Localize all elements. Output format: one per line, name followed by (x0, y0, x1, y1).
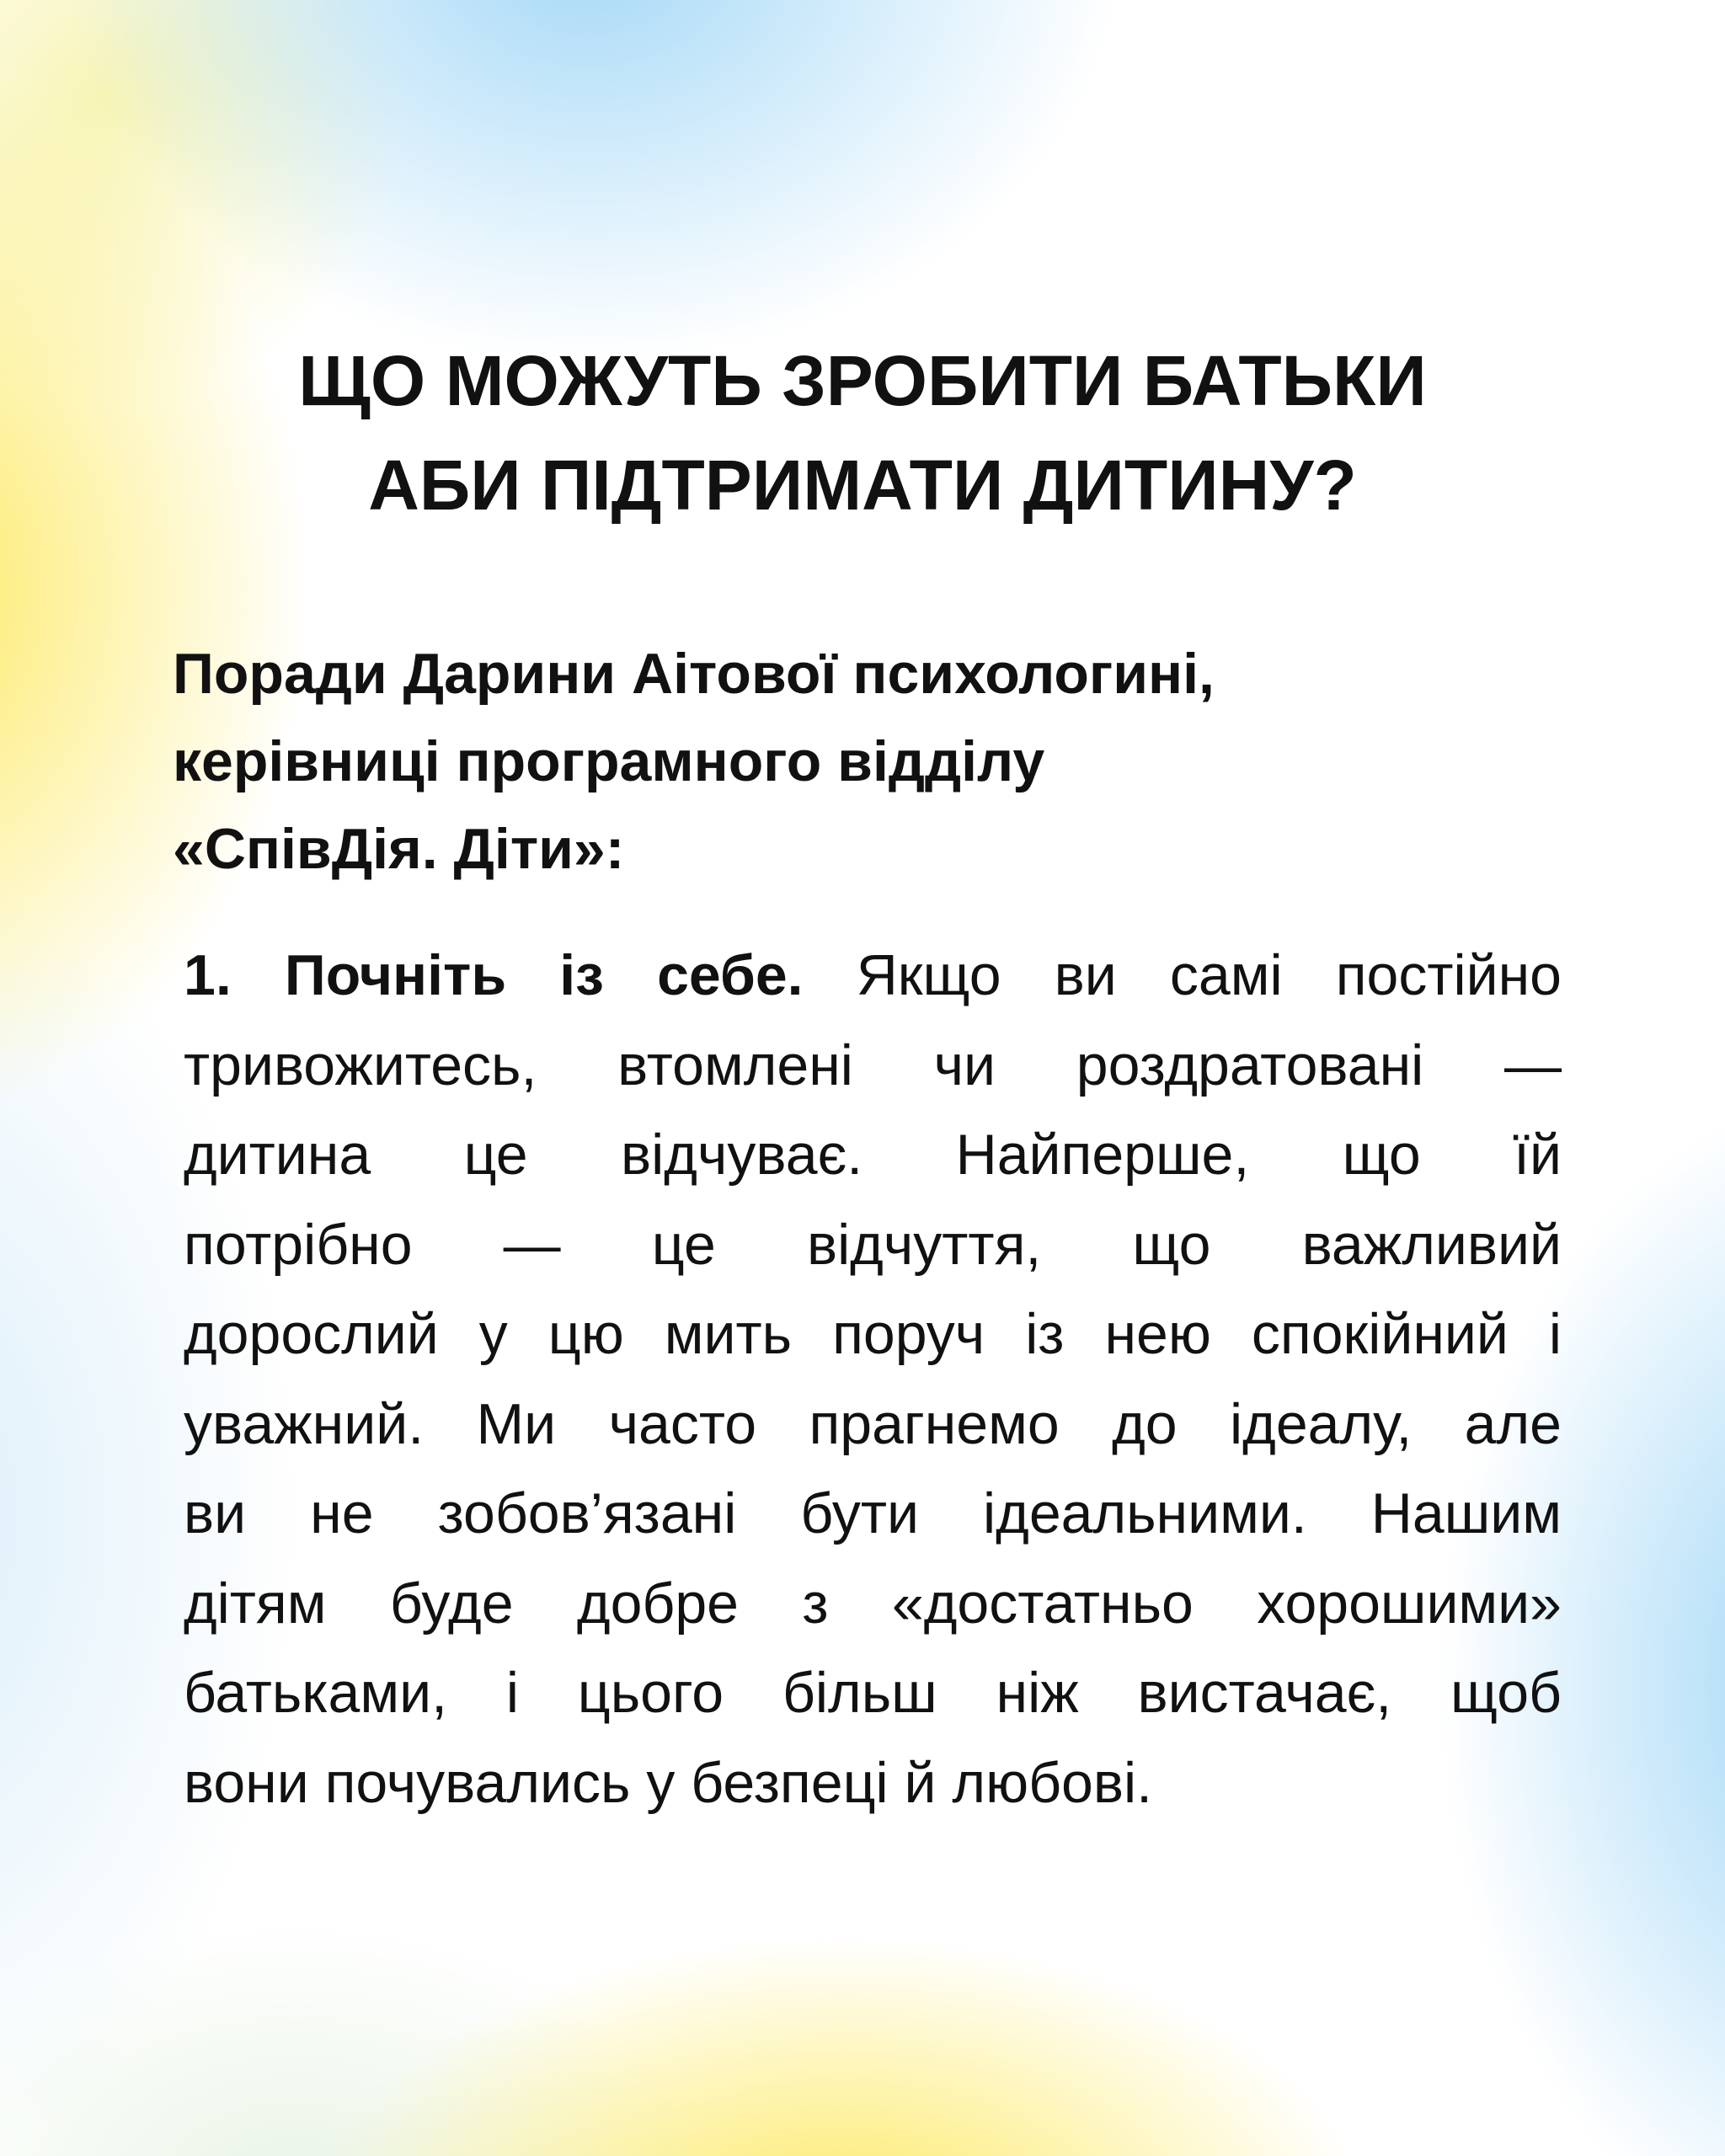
tip-1-number: 1. (184, 943, 232, 1007)
tip-1-line: вони почувались у безпеці й любові. (184, 1750, 1152, 1815)
author-intro-line-3: «СпівДія. Діти»: (173, 817, 625, 881)
tip-1-line: уважний. Ми часто прагнемо до ідеалу, але (184, 1391, 1562, 1456)
tip-1-line: ви не зобов’язані бути ідеальними. Нашим (184, 1481, 1562, 1545)
tip-1-line-text: Якщо ви самі постійно (856, 943, 1562, 1007)
title-line-1: ЩО МОЖУТЬ ЗРОБИТИ БАТЬКИ (298, 341, 1427, 420)
tip-1-line: дорослий у цю мить поруч із нею спокійний і (184, 1302, 1562, 1366)
author-intro-line-1: Поради Дарини Аітової психологині, (173, 642, 1215, 706)
tip-1-line: батьками, і цього більш ніж вистачає, щоб (184, 1661, 1562, 1725)
page-title (0, 328, 1725, 537)
tip-1-line: дитина це відчуває. Найперше, що їй (184, 1123, 1562, 1187)
tip-1-line: потрібно — це відчуття, що важливий (184, 1212, 1562, 1277)
title-line-2: АБИ ПІДТРИМАТИ ДИТИНУ? (368, 446, 1357, 525)
tip-1-paragraph (184, 931, 1562, 1828)
tip-1-line: дітям буде добре з «достатньо хорошими» (184, 1571, 1562, 1636)
tip-1-line (184, 931, 1562, 1021)
author-intro (173, 630, 1215, 893)
tip-1-heading: Почніть із себе. (284, 943, 804, 1007)
tip-1-line: тривожитесь, втомлені чи роздратовані — (184, 1033, 1562, 1097)
author-intro-line-2: керівниці програмного відділу (173, 729, 1045, 793)
